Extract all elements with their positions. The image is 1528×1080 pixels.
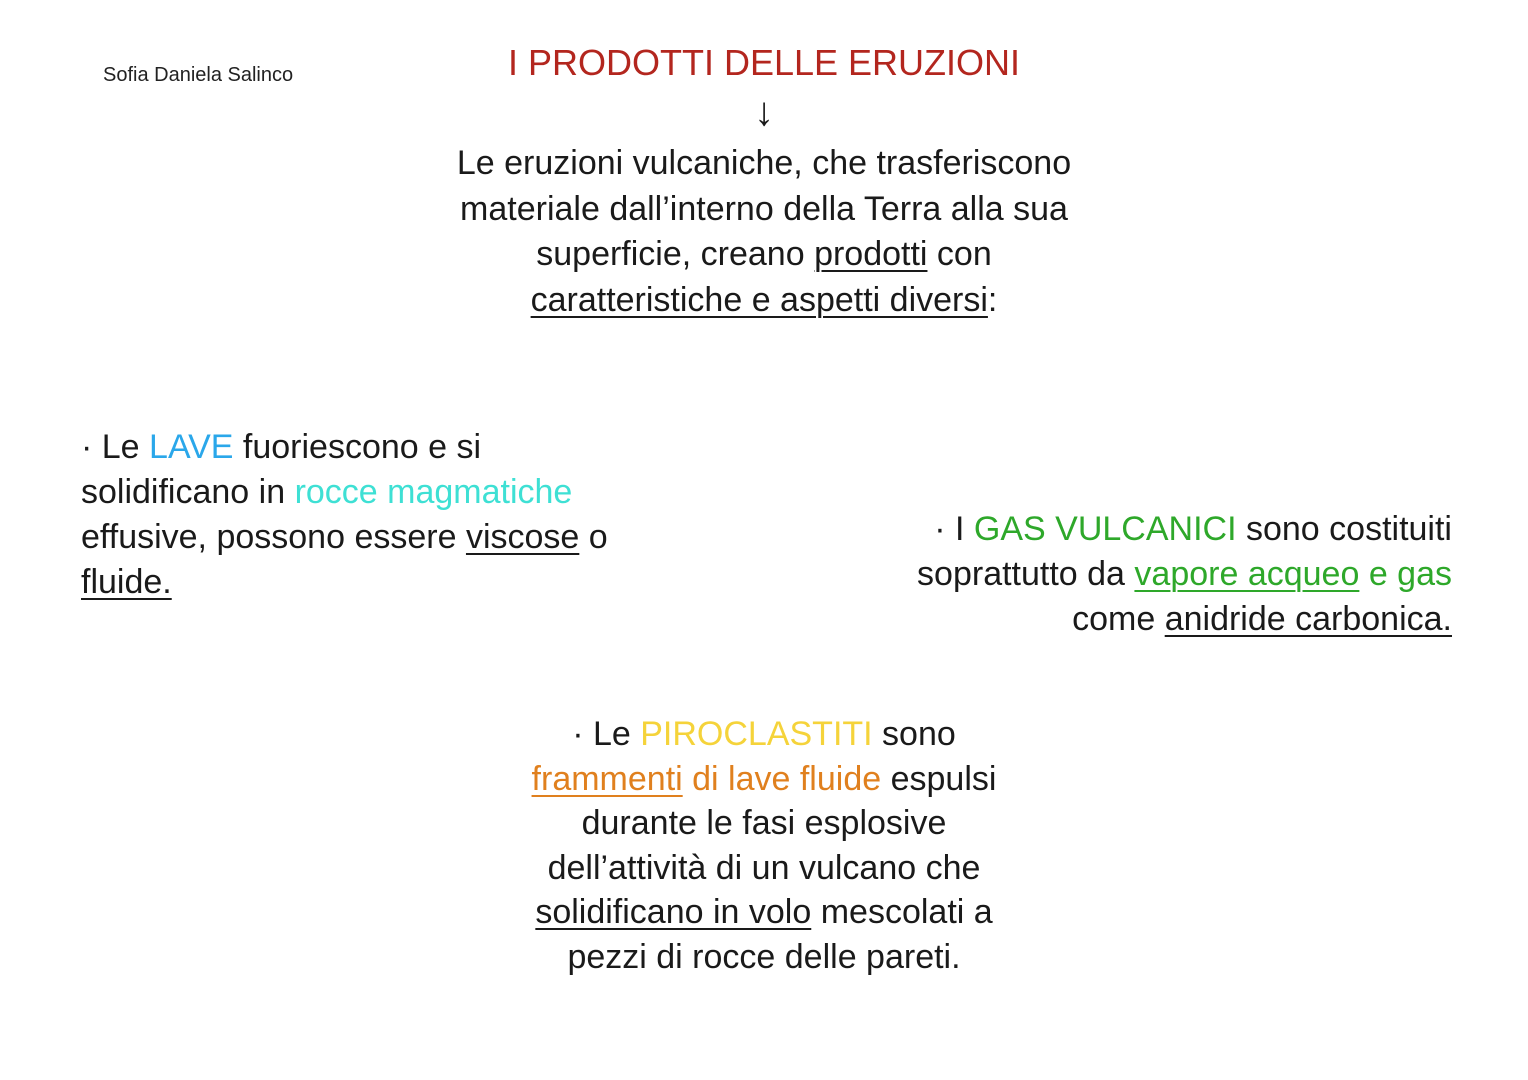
solidificano-in-volo-underlined: solidificano in volo: [535, 893, 812, 931]
gas-text: sono costituiti: [1236, 510, 1452, 548]
page-title: I PRODOTTI DELLE ERUZIONI: [507, 42, 1021, 83]
gas-text: come: [1072, 600, 1165, 638]
intro-colon: :: [987, 280, 998, 319]
intro-underlined-caratteristiche: caratteristiche e aspetti diversi: [530, 280, 988, 319]
viscose-underlined: viscose: [465, 518, 580, 556]
piro-line-1: [460, 712, 1068, 757]
lave-line-4: [81, 560, 681, 605]
piro-line-3: durante le fasi esplosive: [581, 804, 947, 842]
lave-line-1: [81, 425, 681, 470]
fluide-underlined: fluide.: [81, 563, 172, 601]
down-arrow-icon: ↓: [754, 90, 774, 134]
lave-bullet: · Le: [81, 428, 150, 466]
gas-line-2: [840, 552, 1452, 597]
gas-green-text: e gas: [1359, 555, 1452, 593]
lave-paragraph: [81, 425, 681, 605]
intro-text: superficie, creano: [536, 235, 815, 273]
piroclastiti-keyword: PIROCLASTITI: [640, 715, 873, 753]
piro-text: sono: [872, 715, 956, 753]
intro-underlined-prodotti: prodotti: [814, 235, 928, 273]
intro-line-4: [380, 278, 1148, 324]
lave-keyword: LAVE: [149, 428, 234, 466]
piro-line-4: dell’attività di un vulcano che: [547, 848, 981, 887]
lave-text: fuoriescono e si: [233, 428, 482, 466]
intro-line-2: materiale dall’interno della Terra alla sua: [460, 189, 1068, 228]
rocce-magmatiche-keyword: rocce magmatiche: [294, 473, 573, 511]
piroclastiti-paragraph: [460, 712, 1068, 979]
intro-paragraph: [380, 141, 1148, 323]
piro-line-5: [460, 890, 1068, 935]
lave-line-2: [81, 470, 681, 515]
intro-line-1: Le eruzioni vulcaniche, che trasferiscono: [456, 144, 1072, 182]
gas-line-3: [840, 597, 1452, 642]
piro-text: espulsi: [881, 759, 997, 798]
piro-text: mescolati a: [811, 893, 993, 931]
lave-line-3: [81, 515, 681, 560]
intro-text: con: [927, 235, 992, 273]
piro-bullet: · Le: [572, 715, 641, 753]
vapore-acqueo-keyword: vapore acqueo: [1134, 555, 1360, 593]
lave-text: effusive, possono essere: [81, 518, 466, 556]
intro-line-3: [380, 232, 1148, 278]
lave-text: solidificano in: [81, 473, 295, 511]
gas-text: soprattutto da: [917, 555, 1135, 593]
lave-fluide-keyword: di lave fluide: [682, 759, 882, 798]
gas-line-1: [840, 507, 1452, 552]
anidride-carbonica-underlined: anidride carbonica.: [1164, 600, 1452, 638]
gas-paragraph: [840, 507, 1452, 642]
piro-line-2: [460, 757, 1068, 802]
author-name: Sofia Daniela Salinco: [103, 64, 294, 86]
frammenti-keyword: frammenti: [531, 759, 683, 798]
gas-bullet: · I: [934, 510, 974, 548]
gas-keyword: GAS VULCANICI: [973, 510, 1237, 548]
lave-text: o: [579, 518, 608, 556]
piro-line-6: pezzi di rocce delle pareti.: [567, 937, 961, 976]
